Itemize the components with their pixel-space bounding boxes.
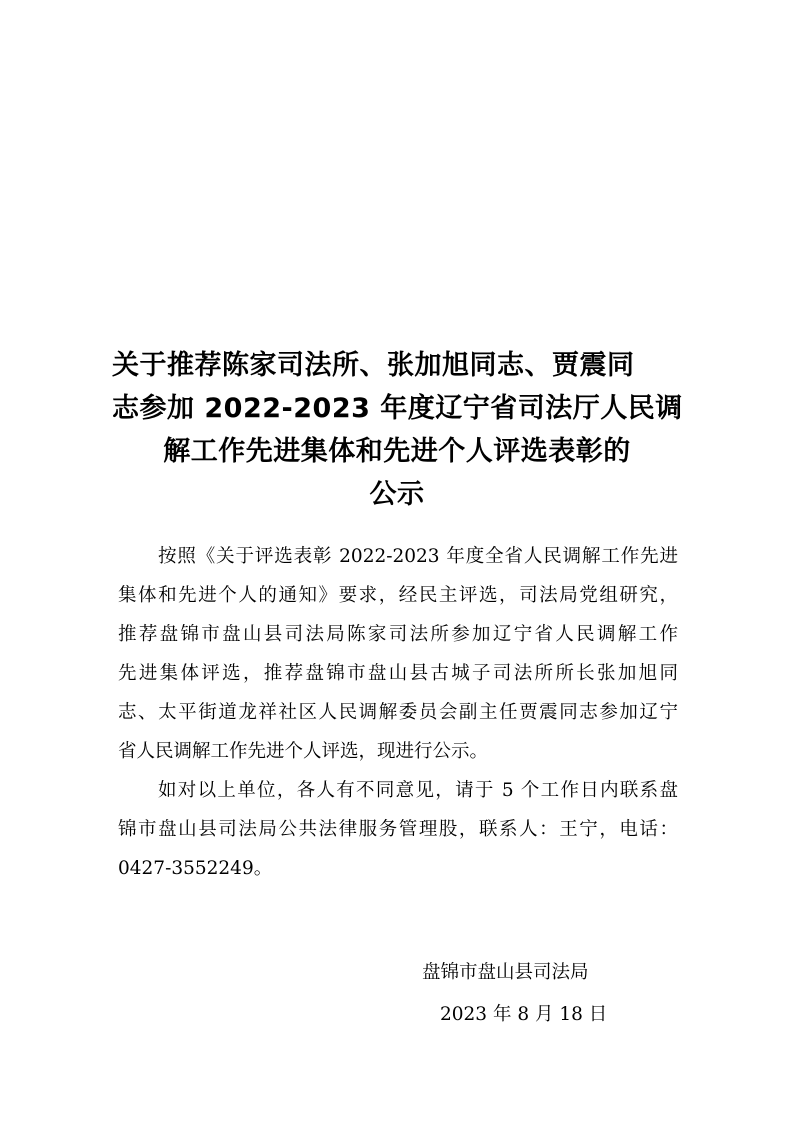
paragraph-1-line-1: 按照《关于评选表彰 2022-2023 年度全省人民调解工作先进 [158,546,678,567]
paragraph-1-line-3: 推荐盘锦市盘山县司法局陈家司法所参加辽宁省人民调解工作 [118,624,678,645]
title-line-1: 关于推荐陈家司法所、张加旭同志、贾震同 [112,350,635,381]
paragraph-1 [118,537,678,771]
paragraph-1-line-6: 省人民调解工作先进个人评选，现进行公示。 [118,741,489,762]
document-title [112,344,682,516]
title-line-2: 志参加 2022-2023 年度辽宁省司法厅人民调 [112,393,683,424]
paragraph-2-line-2: 锦市盘山县司法局公共法律服务管理股，联系人：王宁，电话： [118,819,678,840]
title-line-4: 公示 [369,479,425,510]
signature-date: 2023 年 8 月 18 日 [440,1004,608,1025]
paragraph-1-line-4: 先进集体评选，推荐盘锦市盘山县古城子司法所所长张加旭同 [118,663,678,684]
signature-organization: 盘锦市盘山县司法局 [422,962,589,983]
document-body [118,537,678,888]
paragraph-1-line-2: 集体和先进个人的通知》要求，经民主评选，司法局党组研究， [118,585,678,606]
paragraph-2 [118,771,678,888]
paragraph-2-line-1: 如对以上单位，各人有不同意见，请于 5 个工作日内联系盘 [158,780,678,801]
paragraph-2-line-3: 0427-3552249。 [118,858,273,879]
paragraph-1-line-5: 志、太平街道龙祥社区人民调解委员会副主任贾震同志参加辽宁 [118,702,678,723]
title-line-3: 解工作先进集体和先进个人评选表彰的 [163,436,631,467]
